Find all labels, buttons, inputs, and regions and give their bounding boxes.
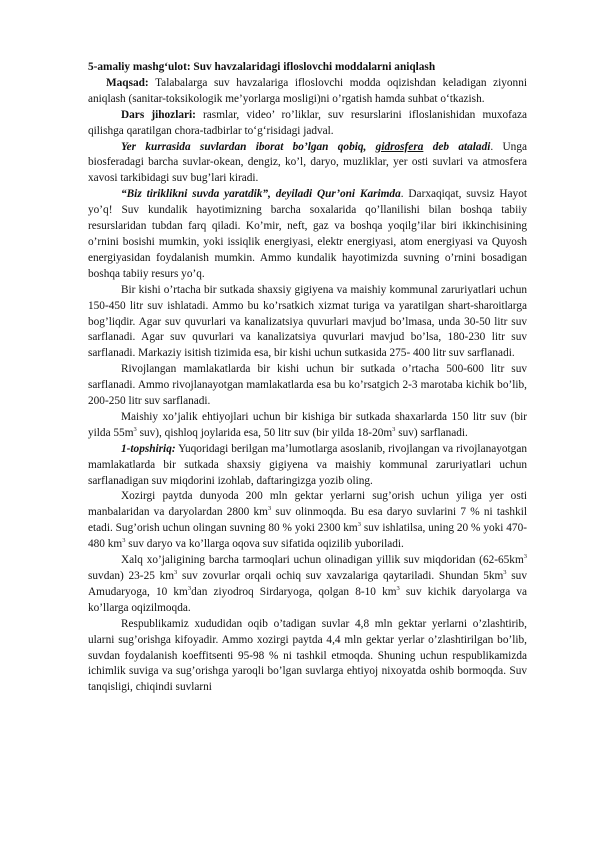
superscript: 3 [392, 426, 396, 434]
economy-text-a: Xalq xo’jaligining barcha tarmoqlari uchun olinadigan yillik suv miqdoridan (62-65km [121, 554, 524, 567]
document-page [88, 60, 527, 696]
water-norm-paragraph: Bir kishi o’rtacha bir sutkada shaxsiy gigiyena va maishiy kommunal zaruriyatlari uchun 150-450 litr suv ishlatadi. Ammo bu ko’rsatkich xizmat turiga va yaratilgan shart-sharoitlarga bog’liqdir. Agar suv quvurlari va kanalizatsiya quvurlari mavjud bo’lmasa, unda 30-50 litr suv sarflanadi. Agar suv quvurlari va kanalizatsiya quvurlari mavjud bo’lsa, 180-230 litr suv sarflanadi. Markaziy isitish tizimida esa, bir kishi uchun sutkasida 275- 400 litr suv sarflanadi. [88, 283, 527, 360]
page-title: 5-amaliy mashg‘ulot: Suv havzalaridagi ifloslovchi moddalarni aniqlash [88, 61, 436, 73]
household-text-b: suv), qishloq joylarida esa, 50 litr suv (bir yilda 18-20m [136, 426, 393, 439]
superscript: 3 [523, 553, 527, 561]
superscript: 3 [396, 585, 400, 593]
economy-text-c: suv zovurlar orqali ochiq suv xavzalariga qaytariladi. Shundan 5km [177, 570, 504, 582]
hydrosphere-definition-b: deb ataladi [423, 140, 491, 153]
household-text-c: suv) sarflanadi. [395, 426, 468, 439]
irrigation-text-a: Xozirgi paytda dunyoda 200 mln gektar yerlarni sug’orish uchun yiliga yer osti manbalaridan va daryolardan 2800 km [88, 490, 527, 519]
superscript: 3 [174, 569, 178, 577]
irrigation-paragraph [88, 489, 527, 553]
superscript: 3 [267, 505, 272, 513]
quran-quote: “Biz tiriklikni suvda yaratdik”, deyiladi Qur’oni Karimda [121, 188, 401, 201]
task-label: 1-topshiriq: [121, 442, 176, 455]
economy-text-e: dan ziyodroq Sirdaryoga, qolgan 8-10 km [191, 585, 397, 598]
superscript: 3 [187, 585, 192, 593]
equipment-text: rasmlar, video’ ro’liklar, suv resurslarini ifloslanishidan muxofaza qilishga qaratilgan chora-tadbirlar to‘g‘risidagi jadval. [88, 108, 527, 137]
task-text: Yuqoridagi berilgan ma’lumotlarga asoslanib, rivojlangan va rivojlanayotgan mamlakatlarda bir sutkada shaxsiy gigiyena va maishiy kommunal zaruriyatlari uchun sarflanadigan suv miqdorini izohlab, daftaringizga yozib oling. [88, 442, 527, 487]
hydrosphere-term: gidrosfera [375, 140, 424, 153]
superscript: 3 [357, 521, 361, 529]
quran-text: . Darxaqiqat, suvsiz Hayot yo’q! Suv kundalik hayotimizning barcha soxalarida qo’llanilishi bilan boshqa tabiiy resurslaridan tubdan farq qiladi. Ko’mir, neft, gaz va boshqa yoqilg’ilar biri ikkinchisining o’rnini bosishi mumkin, yoki issiqlik energiyasi, elektr energiyasi, atom energiyasi va Quyosh energiyasidan foydalanish mumkin. Ammo kundalik hayotimizda suvning o’rnini bosadigan boshqa tabiiy resurs yo’q. [88, 188, 527, 280]
goal-label: Maqsad: [106, 76, 149, 89]
goal-text: Talabalarga suv havzalariga ifloslovchi modda oqizishdan keladigan ziyonni aniqlash (sanitar-toksikologik me’yorlarga mosligi)ni o’rgatish hamda suhbat o‘tkazish. [88, 76, 527, 105]
equipment-paragraph [88, 108, 527, 140]
republic-paragraph: Respublikamiz xududidan oqib o’tadigan suvlar 4,8 mln gektar yerlarni o’zlashtirib, ularni sug’orishga kifoyadir. Ammo xozirgi paytda 4,4 mln gektar yerlar o’zlashtirilgan bo’lib, suvdan foydalanish koeffitsenti 95-98 % ni tashkil etmoqda. Shuning uchun respublikamizda ichimlik suviga va sug’orishga yaroqli bo’lgan suvlarga ehtiyoj nixoyatda oshib bormoqda. Suv tanqisligi, chiqindi suvlarni [88, 617, 527, 694]
quran-paragraph [88, 187, 527, 282]
irrigation-text-d: suv daryo va ko’llarga oqova suv sifatida oqizilib yuboriladi. [125, 538, 404, 551]
developed-countries-paragraph: Rivojlangan mamlakatlarda bir kishi uchun bir sutkada o’rtacha 500-600 litr suv sarflanadi. Ammo rivojlanayotgan mamlakatlarda esa bu ko’rsatgich 2-3 marotaba kichik bo’lib, 200-250 litr suv sarflanadi. [88, 363, 527, 408]
hydrosphere-text: . Unga biosferadagi barcha suvlar-okean, dengiz, ko’l, daryo, muzliklar, yer osti suvlari va atmosfera xavosi tarkibidagi suv bug’lari kiradi. [88, 140, 527, 185]
goal-paragraph [88, 76, 527, 108]
household-paragraph [88, 410, 527, 442]
hydrosphere-definition-a: Yer kurrasida suvlardan iborat bo’lgan qobiq, [121, 140, 376, 153]
economy-text-d: suv Amudaryoga, 10 km [88, 570, 527, 598]
equipment-label: Dars jihozlari: [121, 108, 196, 121]
household-text-a: Maishiy xo’jalik ehtiyojlari uchun bir kishiga bir sutkada shaxarlarda 150 litr suv (bir yilda 55m [88, 410, 527, 439]
economy-paragraph [88, 553, 527, 617]
economy-text-f: suv kichik daryolarga va ko’llarga oqizilmoqda. [88, 585, 528, 614]
irrigation-text-b: suv olinmoqda. Bu esa daryo suvlarini 7 % ni tashkil etadi. Sug’orish uchun olingan suvning 80 % yoki 2300 km [88, 506, 527, 535]
hydrosphere-paragraph [88, 140, 527, 188]
irrigation-text-c: suv ishlatilsa, uning 20 % yoki 470-480 km [88, 522, 527, 551]
superscript: 3 [122, 537, 126, 545]
task-paragraph [88, 442, 527, 490]
superscript: 3 [133, 426, 137, 434]
superscript: 3 [503, 569, 507, 577]
economy-text-b: suvdan) 23-25 km [88, 570, 175, 582]
